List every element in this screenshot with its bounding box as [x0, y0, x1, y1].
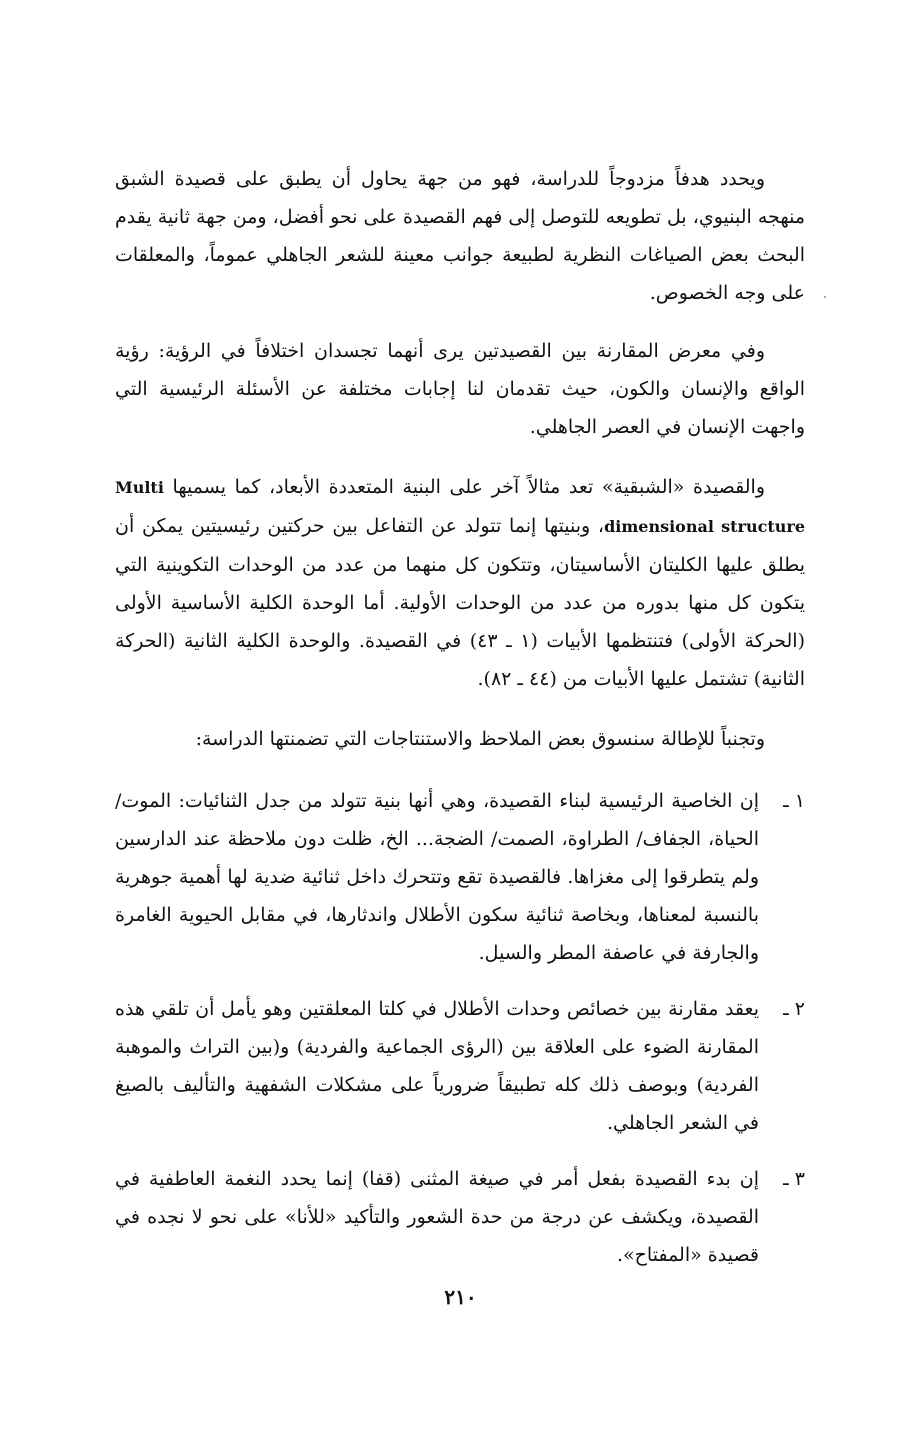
list-item — [115, 782, 805, 972]
list-item-number: ٣ ـ — [783, 1168, 805, 1190]
list-item — [115, 990, 805, 1142]
list-item-text: إن الخاصية الرئيسية لبناء القصيدة، وهي أنها بنية تتولد من جدل الثنائيات: الموت/ الحياة، الجفاف/ الطراوة، الصمت/ الضجة... الخ، ظلت دون ملاحظة عند الدارسين ولم يتطرقوا إلى مغزاها. فالقصيدة تقع وتتحرك داخل ثنائية ضدية لها أهمية جوهرية بالنسبة لمعناها، وبخاصة ثنائية سكون الأطلال واندثارها، في مقابل الحيوية الغامرة والجارفة في عاصفة المطر والسيل. — [115, 790, 759, 964]
latin-term: Multi dimensional structure — [115, 478, 805, 536]
paragraph-comparison: وفي معرض المقارنة بين القصيدتين يرى أنهما تجسدان اختلافاً في الرؤية: رؤية الواقع والإنسان والكون، حيث تقدمان لنا إجابات مختلفة عن الأسئلة الرئيسية التي واجهت الإنسان في العصر الجاهلي. — [115, 340, 805, 438]
list-item-number: ٢ ـ — [783, 998, 805, 1020]
notes-list — [115, 782, 805, 1274]
list-item-number: ١ ـ — [783, 790, 805, 812]
paragraph-structure — [115, 468, 805, 698]
list-item-text: إن بدء القصيدة بفعل أمر في صيغة المثنى (قفا) إنما يحدد النغمة العاطفية في القصيدة، ويكشف عن درجة من حدة الشعور والتأكيد «للأنا» على نحو لا نجده في قصيدة «المفتاح». — [115, 1168, 759, 1266]
paragraph-study-goal: ويحدد هدفاً مزدوجاً للدراسة، فهو من جهة يحاول أن يطبق على قصيدة الشبق منهجه البنيوي، بل تطويعه للتوصل إلى فهم القصيدة على نحو أفضل، ومن جهة ثانية يقدم البحث بعض الصياغات النظرية لطبيعة جوانب معينة للشعر الجاهلي عموماً، والمعلقات على وجه الخصوص. — [115, 168, 805, 304]
page-number: ٢١٠ — [444, 1285, 477, 1309]
list-item-text: يعقد مقارنة بين خصائص وحدات الأطلال في كلتا المعلقتين وهو يأمل أن تلقي هذه المقارنة الضوء على العلاقة بين (الرؤى الجماعية والفردية) و(بين التراث والموهبة الفردية) وبوصف ذلك كله تطبيقاً ضرورياً على مشكلات الشفهية والتأليف بالصيغ في الشعر الجاهلي. — [115, 998, 759, 1134]
paragraph-structure-part1: والقصيدة «الشبقية» تعد مثالاً آخر على البنية المتعددة الأبعاد، كما يسميها — [172, 476, 766, 498]
scan-speck — [824, 296, 826, 298]
page-body — [115, 160, 805, 1292]
list-item — [115, 1160, 805, 1274]
paragraph-structure-part2: ، وبنيتها إنما تتولد عن التفاعل بين حركتين رئيسيتين يمكن أن يطلق عليها الكليتان الأساسيتان، وتتكون كل منهما من عدد من الوحدات التكوينية التي يتكون كل منها بدوره من عدد من الوحدات الأولية. أما الوحدة الكلية الأساسية الأولى (الحركة الأولى) فتنتظمها الأبيات (١ ـ ٤٣) في القصيدة. والوحدة الكلية الثانية (الحركة الثانية) تشتمل عليها الأبيات من (٤٤ ـ ٨٢). — [115, 515, 805, 690]
paragraph-intro-notes: وتجنباً للإطالة سنسوق بعض الملاحظ والاستنتاجات التي تضمنتها الدراسة: — [195, 728, 765, 750]
